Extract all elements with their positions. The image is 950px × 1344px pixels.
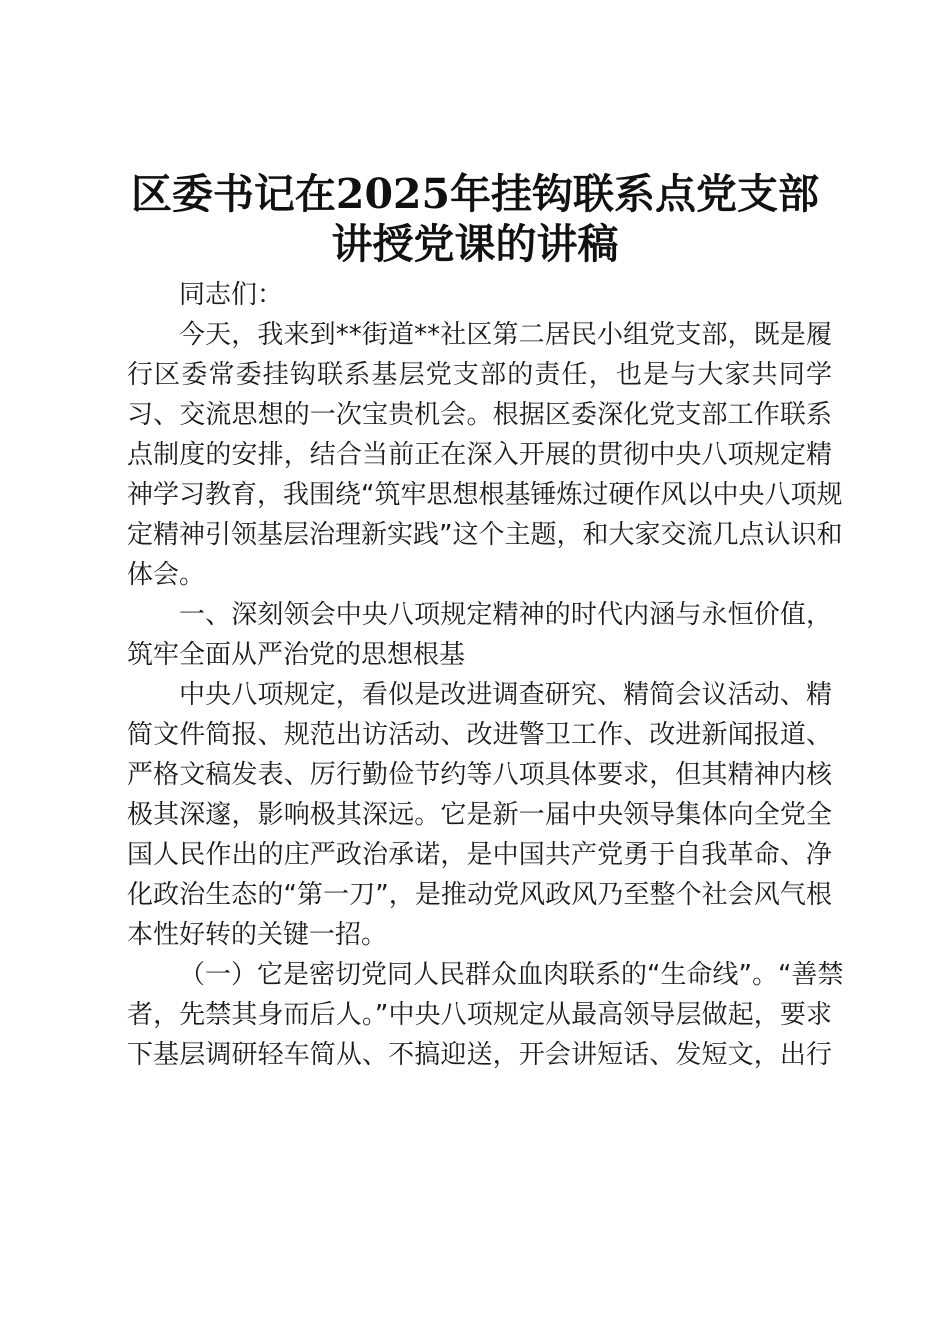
paragraph-1-line-2: 行区委常委挂钩联系基层党支部的责任，也是与大家共同学 <box>127 360 832 390</box>
paragraph-1-line-4: 点制度的安排，结合当前正在深入开展的贯彻中央八项规定精 <box>127 440 832 470</box>
paragraph-1-line-1: 今天，我来到**街道**社区第二居民小组党支部，既是履 <box>179 320 832 350</box>
salutation: 同志们： <box>179 280 284 310</box>
document-body <box>127 275 844 1075</box>
paragraph-2-line-6: 化政治生态的“第一刀”，是推动党风政风乃至整个社会风气根 <box>127 880 832 910</box>
document-title-line-1: 区委书记在2025年挂钩联系点党支部 <box>130 170 820 218</box>
section-heading-1-line-1: 一、深刻领会中央八项规定精神的时代内涵与永恒价值， <box>179 600 832 630</box>
paragraph-2-line-3: 严格文稿发表、厉行勤俭节约等八项具体要求，但其精神内核 <box>127 760 832 790</box>
paragraph-1-line-3: 习、交流思想的一次宝贵机会。根据区委深化党支部工作联系 <box>127 400 832 430</box>
paragraph-1-line-7: 体会。 <box>127 560 206 590</box>
paragraph-2-line-7: 本性好转的关键一招。 <box>127 920 388 950</box>
paragraph-1-line-6: 定精神引领基层治理新实践”这个主题，和大家交流几点认识和 <box>127 520 843 550</box>
paragraph-3-line-2: 者，先禁其身而后人。”中央八项规定从最高领导层做起，要求 <box>127 1000 832 1030</box>
paragraph-3-line-1: （一）它是密切党同人民群众血肉联系的“生命线”。“善禁 <box>179 960 844 990</box>
paragraph-2-line-1: 中央八项规定，看似是改进调查研究、精简会议活动、精 <box>179 680 832 710</box>
paragraph-2-line-5: 国人民作出的庄严政治承诺，是中国共产党勇于自我革命、净 <box>127 840 832 870</box>
document-title-line-2: 讲授党课的讲稿 <box>331 220 619 268</box>
paragraph-1-line-5: 神学习教育，我围绕“筑牢思想根基锤炼过硬作风以中央八项规 <box>127 480 843 510</box>
paragraph-3-line-3: 下基层调研轻车简从、不搞迎送，开会讲短话、发短文，出行 <box>127 1040 832 1070</box>
section-heading-1-line-2: 筑牢全面从严治党的思想根基 <box>127 640 466 670</box>
paragraph-2-line-4: 极其深邃，影响极其深远。它是新一届中央领导集体向全党全 <box>127 800 832 830</box>
paragraph-2-line-2: 简文件简报、规范出访活动、改进警卫工作、改进新闻报道、 <box>127 720 832 750</box>
